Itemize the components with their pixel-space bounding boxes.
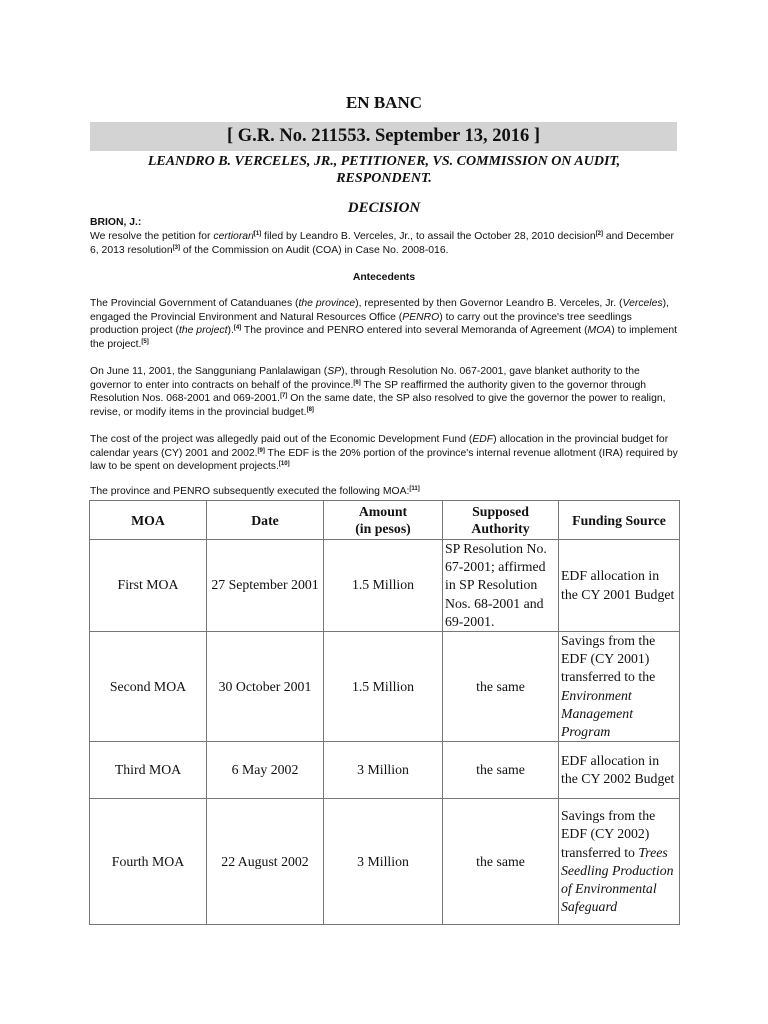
text: The province and PENRO subsequently executed the following MOA:: [90, 486, 410, 497]
text: Savings from the EDF (CY 2001) transferred to the: [561, 633, 656, 685]
header-line: Authority: [471, 521, 530, 536]
text: The Provincial Government of Catanduanes (: [90, 298, 299, 309]
cell-moa: Second MOA: [90, 632, 207, 742]
footnote-ref-5[interactable]: [5]: [141, 338, 149, 345]
sp-paragraph: [90, 365, 680, 419]
cell-amount: 1.5 Million: [324, 632, 443, 742]
text-italic: the project: [178, 325, 228, 337]
footnote-ref-4[interactable]: [4]: [233, 325, 242, 332]
cell-authority: the same: [443, 799, 559, 925]
cell-moa: Fourth MOA: [90, 799, 207, 925]
province-paragraph: [90, 297, 680, 351]
cell-date: 27 September 2001: [207, 540, 324, 632]
column-header-moa: MOA: [90, 501, 207, 540]
text: ).: [227, 325, 234, 337]
table-row: [90, 742, 680, 799]
footnote-ref-1[interactable]: [1]: [253, 231, 262, 237]
moa-intro-paragraph: [90, 485, 680, 499]
text: On June 11, 2001, the Sangguniang Panlalawigan (: [90, 366, 328, 377]
text-italic: certiorari: [213, 231, 254, 242]
cell-date: 30 October 2001: [207, 632, 324, 742]
section-heading-antecedents: Antecedents: [352, 272, 416, 283]
column-header-amount: [324, 501, 443, 540]
table-row: [90, 540, 680, 632]
document-type-heading: DECISION: [347, 200, 421, 216]
text: of the Commission on Audit (COA) in Case No. 2008-016.: [179, 244, 449, 256]
table-row: [90, 799, 680, 925]
footnote-ref-8[interactable]: [8]: [306, 406, 314, 413]
case-parties: LEANDRO B. VERCELES, JR., PETITIONER, VS. COMMISSION ON AUDIT, RESPONDENT.: [147, 154, 621, 186]
text: The cost of the project was allegedly paid out of the Economic Development Fund (: [90, 434, 473, 445]
moa-table: [89, 500, 680, 925]
footnote-ref-7[interactable]: [7]: [280, 393, 288, 400]
header-line: (in pesos): [355, 521, 411, 536]
text-italic: Environment Management Program: [561, 687, 634, 740]
text: ), represented by then Governor Leandro B. Verceles, Jr. (: [355, 298, 623, 309]
text: ) to implement the project.: [90, 325, 678, 350]
text: The province and PENRO entered into several Memoranda of Agreement (: [241, 325, 588, 337]
text: and December 6, 2013 resolution: [90, 231, 674, 256]
cell-authority: the same: [443, 632, 559, 742]
text-italic: Trees Seedling Production of Environmental Safeguard: [561, 844, 674, 915]
cell-authority: SP Resolution No. 67-2001; affirmed in SP Resolution Nos. 68-2001 and 69-2001.: [443, 540, 559, 632]
text: ), engaged the Provincial Environment and Natural Resources Office (: [90, 298, 669, 323]
text: On the same date, the SP also resolved to give the governor the power to realign, revise, or modify items in the provincial budget.: [90, 393, 666, 418]
footnote-ref-9[interactable]: [9]: [257, 447, 265, 454]
court-division: EN BANC: [345, 93, 423, 112]
footnote-ref-3[interactable]: [3]: [172, 244, 180, 251]
text: ) to carry out the province's tree seedlings production project (: [90, 311, 632, 337]
cell-funding-source: [559, 540, 680, 632]
table-row: [90, 632, 680, 742]
cost-paragraph: [90, 433, 680, 474]
text: EDF allocation in the CY 2002 Budget: [561, 753, 675, 787]
footnote-ref-11[interactable]: [11]: [409, 486, 420, 492]
cell-funding-source: [559, 799, 680, 925]
header-line: Supposed: [472, 504, 529, 519]
cell-date: 6 May 2002: [207, 742, 324, 799]
table-header-row: [90, 501, 680, 540]
header-line: Amount: [358, 504, 408, 519]
footnote-ref-2[interactable]: [2]: [595, 231, 603, 237]
ponente: BRION, J.:: [90, 217, 142, 228]
footnote-ref-6[interactable]: [6]: [353, 379, 361, 386]
text: The EDF is the 20% portion of the province's internal revenue allotment (IRA) required by law to be spent on development projects.: [90, 447, 678, 473]
cell-authority: the same: [443, 742, 559, 799]
text: filed by Leandro B. Verceles, Jr., to assail the October 28, 2010 decision: [261, 231, 596, 242]
text-italic: PENRO: [402, 311, 440, 323]
text-italic: EDF: [472, 434, 494, 445]
cell-moa: First MOA: [90, 540, 207, 632]
column-header-funding-source: Funding Source: [559, 501, 680, 540]
text-italic: Verceles: [622, 298, 663, 309]
column-header-authority: [443, 501, 559, 540]
cell-moa: Third MOA: [90, 742, 207, 799]
text-italic: the province: [298, 298, 356, 309]
case-number-banner: [ G.R. No. 211553. September 13, 2016 ]: [90, 122, 677, 151]
cell-funding-source: [559, 632, 680, 742]
column-header-date: Date: [207, 501, 324, 540]
footnote-ref-10[interactable]: [10]: [278, 461, 290, 468]
text: The SP reaffirmed the authority given to the governor through Resolution Nos. 068-2001 and 069-2001.: [90, 379, 647, 405]
text: EDF allocation in the CY 2001 Budget: [561, 568, 675, 602]
text-italic: MOA: [587, 325, 612, 337]
intro-paragraph: [90, 230, 680, 257]
text: Savings from the EDF (CY 2002) transferred to: [561, 808, 656, 860]
cell-amount: 3 Million: [324, 742, 443, 799]
cell-amount: 1.5 Million: [324, 540, 443, 632]
text-italic: SP: [327, 366, 342, 377]
cell-funding-source: [559, 742, 680, 799]
text: ), through Resolution No. 067-2001, gave blanket authority to the governor to enter into contracts on behalf of the province.: [90, 366, 640, 391]
text: We resolve the petition for: [90, 231, 214, 242]
text: ) allocation in the provincial budget for calendar years (CY) 2001 and 2002.: [90, 434, 669, 459]
cell-date: 22 August 2002: [207, 799, 324, 925]
cell-amount: 3 Million: [324, 799, 443, 925]
